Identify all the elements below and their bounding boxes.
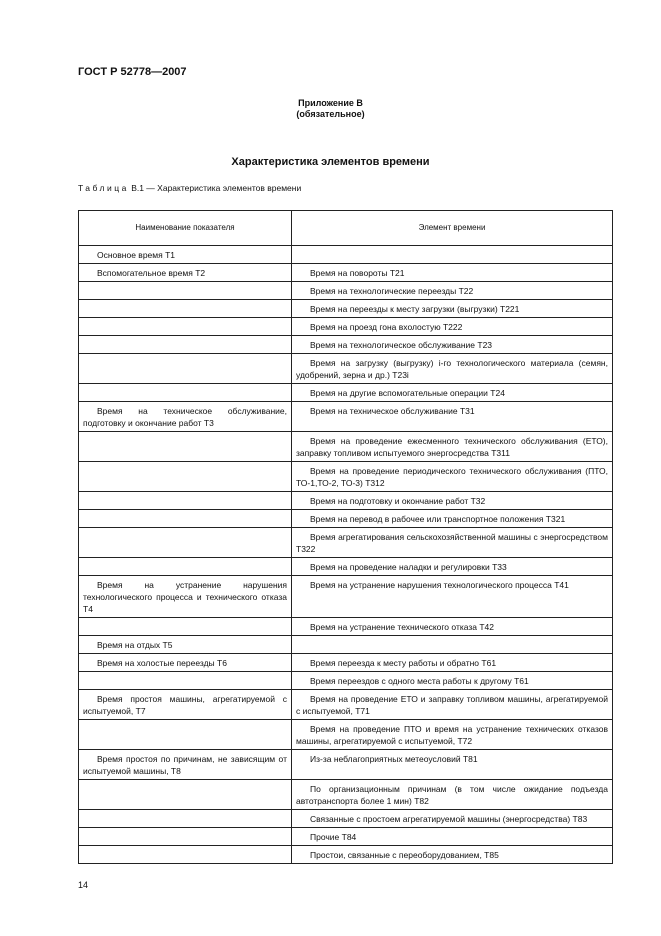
time-element-cell: Время на загрузку (выгрузку) i-го технологического материала (семян, удобрений, зерна и др.) T23i — [292, 354, 613, 384]
time-element-cell: Время на переезды к месту загрузки (выгрузки) T221 — [292, 300, 613, 318]
time-element-cell: Время на технологические переезды T22 — [292, 282, 613, 300]
table-row — [79, 300, 613, 318]
table-row — [79, 354, 613, 384]
table-caption-prefix: Таблица — [78, 183, 129, 193]
time-element-cell: Из-за неблагоприятных метеоусловий T81 — [292, 750, 613, 780]
time-element-cell: Время на перевод в рабочее или транспортное положения T321 — [292, 510, 613, 528]
table-row — [79, 528, 613, 558]
time-element-cell: Простои, связанные с переоборудованием, T85 — [292, 846, 613, 864]
table-row — [79, 828, 613, 846]
table-row — [79, 618, 613, 636]
time-element-cell: Время на проведение ПТО и время на устранение технических отказов машины, агрегатируемой с испытуемой, T72 — [292, 720, 613, 750]
indicator-cell: Время на холостые переезды T6 — [79, 654, 292, 672]
time-element-cell: Время на проведение ежесменного технического обслуживания (ЕТО), заправку топливом испытуемого энергосредства T311 — [292, 432, 613, 462]
time-elements-table — [78, 210, 613, 864]
header-time-element: Элемент времени — [292, 211, 613, 246]
table-row — [79, 576, 613, 618]
indicator-cell — [79, 720, 292, 750]
table-row — [79, 264, 613, 282]
header-indicator: Наименование показателя — [79, 211, 292, 246]
time-element-cell: Время на повороты T21 — [292, 264, 613, 282]
indicator-cell — [79, 384, 292, 402]
indicator-cell — [79, 432, 292, 462]
time-element-cell: Время переезда к месту работы и обратно T61 — [292, 654, 613, 672]
time-element-cell: Время на техническое обслуживание T31 — [292, 402, 613, 432]
table-row — [79, 402, 613, 432]
indicator-cell — [79, 810, 292, 828]
indicator-cell — [79, 672, 292, 690]
time-element-cell: Время на подготовку и окончание работ T32 — [292, 492, 613, 510]
time-element-cell: Время на проведение наладки и регулировки T33 — [292, 558, 613, 576]
indicator-cell: Основное время T1 — [79, 246, 292, 264]
time-element-cell: Время на проведение периодического технического обслуживания (ПТО, ТО-1,ТО-2, ТО-3) T312 — [292, 462, 613, 492]
indicator-cell — [79, 300, 292, 318]
table-row — [79, 654, 613, 672]
table-row — [79, 636, 613, 654]
table-row — [79, 432, 613, 462]
indicator-cell — [79, 354, 292, 384]
section-title: Характеристика элементов времени — [231, 156, 430, 168]
indicator-cell — [79, 528, 292, 558]
page-number: 14 — [78, 880, 89, 890]
indicator-cell: Время простоя по причинам, не зависящим от испытуемой машины, T8 — [79, 750, 292, 780]
table-row — [79, 720, 613, 750]
time-element-cell: Время на технологическое обслуживание T23 — [292, 336, 613, 354]
table-row — [79, 336, 613, 354]
indicator-cell — [79, 828, 292, 846]
table-row — [79, 558, 613, 576]
table-row — [79, 672, 613, 690]
table-caption-text: В.1 — Характеристика элементов времени — [128, 183, 302, 193]
table-row — [79, 318, 613, 336]
indicator-cell — [79, 510, 292, 528]
table-row — [79, 846, 613, 864]
indicator-cell: Время на устранение нарушения технологического процесса и технического отказа T4 — [79, 576, 292, 618]
time-element-cell: Время на устранение нарушения технологического процесса T41 — [292, 576, 613, 618]
table-row — [79, 810, 613, 828]
time-element-cell: Прочие T84 — [292, 828, 613, 846]
time-element-cell: По организационным причинам (в том числе ожидание подъезда автотранспорта более 1 мин) T82 — [292, 780, 613, 810]
table-row — [79, 750, 613, 780]
time-element-cell: Время на проведение ЕТО и заправку топливом машины, агрегатируемой с испытуемой, T71 — [292, 690, 613, 720]
table-row — [79, 462, 613, 492]
indicator-cell: Время простоя машины, агрегатируемой с испытуемой, T7 — [79, 690, 292, 720]
indicator-cell — [79, 558, 292, 576]
time-element-cell — [292, 246, 613, 264]
table-row — [79, 510, 613, 528]
indicator-cell: Время на техническое обслуживание, подготовку и окончание работ T3 — [79, 402, 292, 432]
indicator-cell — [79, 618, 292, 636]
indicator-cell: Время на отдых T5 — [79, 636, 292, 654]
time-element-cell — [292, 636, 613, 654]
time-element-cell: Время переездов с одного места работы к другому T61 — [292, 672, 613, 690]
indicator-cell — [79, 780, 292, 810]
table-row — [79, 690, 613, 720]
time-element-cell: Время на проезд гона вхолостую T222 — [292, 318, 613, 336]
time-element-cell: Время на устранение технического отказа T42 — [292, 618, 613, 636]
table-row — [79, 282, 613, 300]
time-element-cell: Связанные с простоем агрегатируемой машины (энергосредства) T83 — [292, 810, 613, 828]
indicator-cell — [79, 336, 292, 354]
table-row — [79, 780, 613, 810]
standard-header: ГОСТ Р 52778—2007 — [78, 66, 187, 78]
annex-status: (обязательное) — [296, 109, 365, 119]
table-row — [79, 492, 613, 510]
table-row — [79, 384, 613, 402]
indicator-cell — [79, 318, 292, 336]
annex-title: Приложение В — [298, 98, 363, 108]
indicator-cell: Вспомогательное время T2 — [79, 264, 292, 282]
indicator-cell — [79, 492, 292, 510]
indicator-cell — [79, 282, 292, 300]
time-element-cell: Время агрегатирования сельскохозяйственной машины с энергосредством T322 — [292, 528, 613, 558]
indicator-cell — [79, 462, 292, 492]
indicator-cell — [79, 846, 292, 864]
table-caption — [78, 183, 301, 193]
table-row — [79, 246, 613, 264]
time-element-cell: Время на другие вспомогательные операции T24 — [292, 384, 613, 402]
